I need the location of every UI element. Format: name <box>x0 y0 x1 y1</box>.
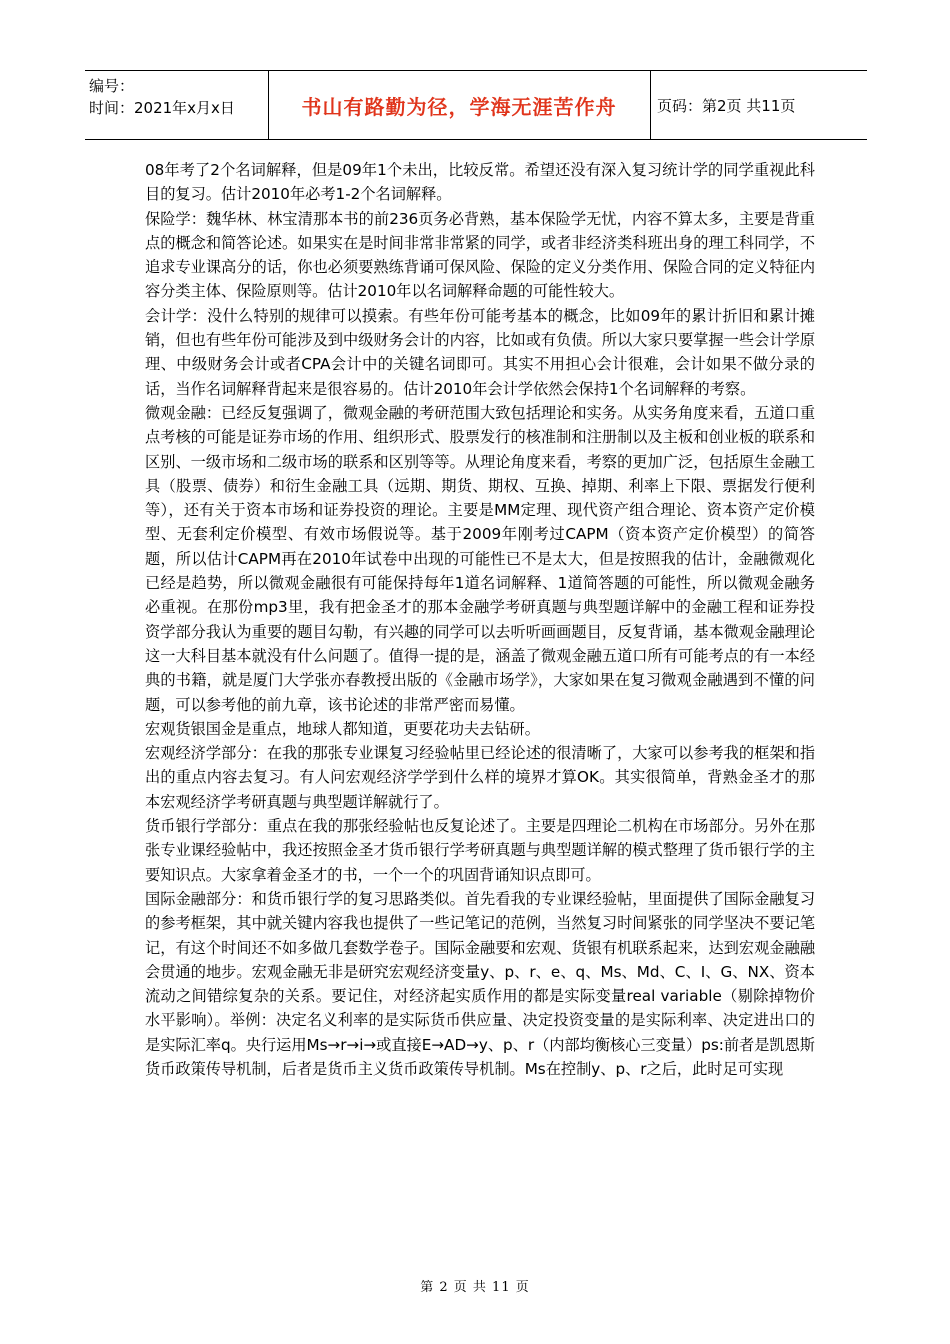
document-body <box>145 158 815 1081</box>
page-header <box>85 70 867 140</box>
paragraph-statistics: 08年考了2个名词解释，但是09年1个未出，比较反常。希望还没有深入复习统计学的同学重视此科目的复习。估计2010年必考1-2个名词解释。 <box>145 161 815 204</box>
header-meta <box>89 75 269 119</box>
header-page-info: 页码：第2页 共11页 <box>657 97 796 115</box>
paragraph-macroeconomics: 宏观经济学部分：在我的那张专业课复习经验帖里已经论述的很清晰了，大家可以参考我的框架和指出的重点内容去复习。有人问宏观经济学学到什么样的境界才算OK。其实很简单，背熟金圣才的那本宏观经济学考研真题与典型题详解就行了。 <box>145 744 815 811</box>
document-number-label: 编号： <box>89 77 135 95</box>
document-date: 时间：2021年x月x日 <box>89 99 235 117</box>
paragraph-accounting: 会计学：没什么特别的规律可以摸索。有些年份可能考基本的概念，比如09年的累计折旧和累计摊销，但也有些年份可能涉及到中级财务会计的内容，比如或有负债。所以大家只要掌握一些会计学原理、中级财务会计或者CPA会计中的关键名词即可。其实不用担心会计很难，会计如果不做分录的话，当作名词解释背起来是很容易的。估计2010年会计学依然会保持1个名词解释的考察。 <box>145 306 815 398</box>
header-motto: 书山有路勤为径，学海无涯苦作舟 <box>301 95 617 119</box>
page-footer: 第 2 页 共 11 页 <box>420 1280 530 1295</box>
paragraph-insurance: 保险学：魏华林、林宝清那本书的前236页务必背熟，基本保险学无忧，内容不算太多，主要是背重点的概念和简答论述。如果实在是时间非常非常紧的同学，或者非经济类科班出身的理工科同学，不追求专业课高分的话，你也必须要熟练背诵可保风险、保险的定义分类作用、保险合同的定义特征内容分类主体、保险原则等。估计2010年以名词解释命题的可能性较大。 <box>145 209 815 301</box>
paragraph-macro-note: 宏观货银国金是重点，地球人都知道，更要花功夫去钻研。 <box>145 719 540 738</box>
header-divider <box>650 71 651 139</box>
paragraph-money-banking: 货币银行学部分：重点在我的那张经验帖也反复论述了。主要是四理论二机构在市场部分。另外在那张专业课经验帖中，我还按照金圣才货币银行学考研真题与典型题详解的模式整理了货币银行学的主要知识点。大家拿着金圣才的书，一个一个的巩固背诵知识点即可。 <box>145 817 815 884</box>
paragraph-micro-finance: 微观金融：已经反复强调了，微观金融的考研范围大致包括理论和实务。从实务角度来看，五道口重点考核的可能是证券市场的作用、组织形式、股票发行的核准制和注册制以及主板和创业板的联系和区别、一级市场和二级市场的联系和区别等等。从理论角度来看，考察的更加广泛，包括原生金融工具（股票、债券）和衍生金融工具（远期、期货、期权、互换、掉期、利率上下限、票据发行便利等），还有关于资本市场和证券投资的理论。主要是MM定理、现代资产组合理论、资本资产定价模型、无套利定价模型、有效市场假说等。基于2009年刚考过CAPM（资本资产定价模型）的简答题，所以估计CAPM再在2010年试卷中出现的可能性已不是太大，但是按照我的估计，金融微观化已经是趋势，所以微观金融很有可能保持每年1道名词解释、1道简答题的可能性，所以微观金融务必重视。在那份mp3里，我有把金圣才的那本金融学考研真题与典型题详解中的金融工程和证券投资学部分我认为重要的题目勾勒，有兴趣的同学可以去听听画画题目，反复背诵，基本微观金融理论这一大科目基本就没有什么问题了。值得一提的是，涵盖了微观金融五道口所有可能考点的有一本经典的书籍，就是厦门大学张亦春教授出版的《金融市场学》，大家如果在复习微观金融遇到不懂的问题，可以参考他的前九章，该书论述的非常严密而易懂。 <box>145 403 815 714</box>
paragraph-international-finance: 国际金融部分：和货币银行学的复习思路类似。首先看我的专业课经验帖，里面提供了国际金融复习的参考框架，其中就关键内容我也提供了一些记笔记的范例，当然复习时间紧张的同学坚决不要记笔记，有这个时间还不如多做几套数学卷子。国际金融要和宏观、货银有机联系起来，达到宏观金融融会贯通的地步。宏观金融无非是研究宏观经济变量y、p、r、e、q、Ms、Md、C、I、G、NX、资本流动之间错综复杂的关系。要记住，对经济起实质作用的都是实际变量real variable（剔除掉物价水平影响）。举例：决定名义利率的是实际货币供应量、决定投资变量的是实际利率、决定进出口的是实际汇率q。央行运用Ms→r→i→或直接E→AD→y、p、r（内部均衡核心三变量）ps:前者是凯恩斯货币政策传导机制，后者是货币主义货币政策传导机制。Ms在控制y、p、r之后，此时足可实现 <box>145 889 815 1078</box>
